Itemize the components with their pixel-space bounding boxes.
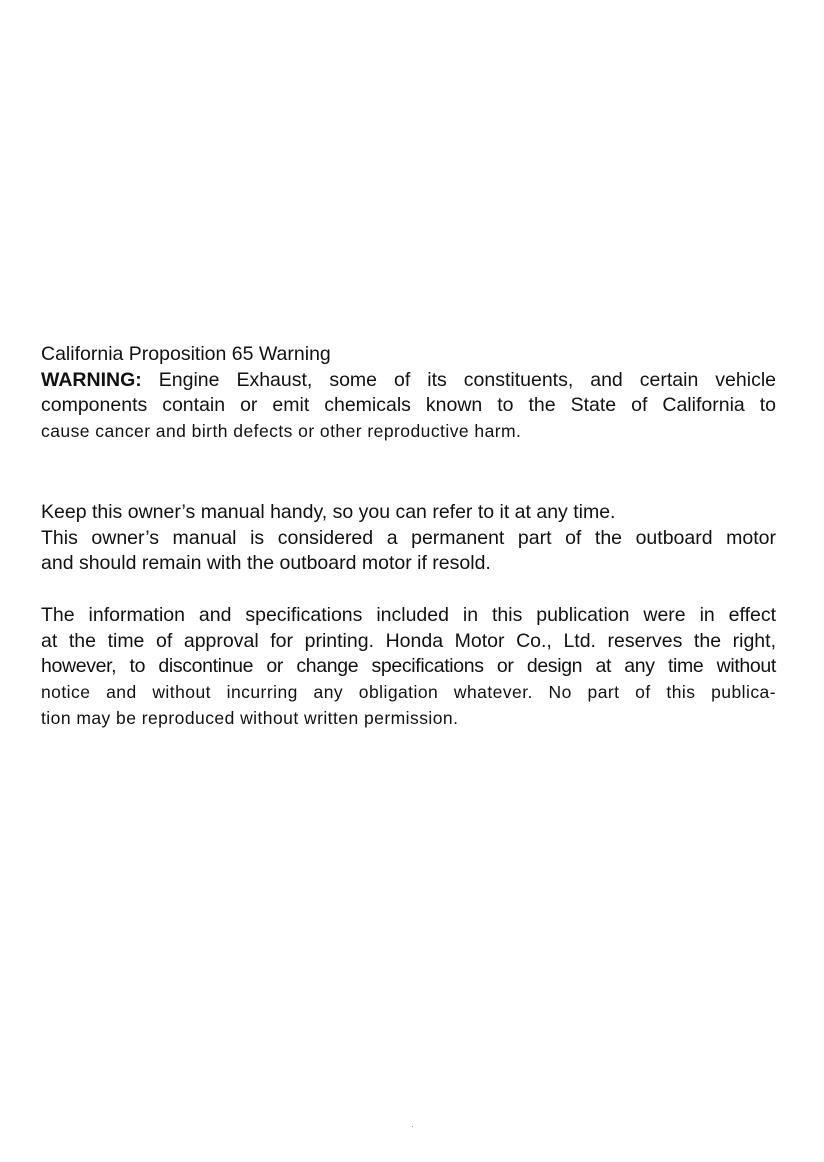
- legal-notice-section: [41, 603, 776, 732]
- legal-notice-line-3: however, to discontinue or change specifications or design at any time without: [41, 655, 776, 678]
- prop65-heading: California Proposition 65 Warning: [41, 343, 331, 365]
- legal-notice-line-2: at the time of approval for printing. Honda Motor Co., Ltd. reserves the right,: [41, 629, 776, 652]
- keep-manual-section: [41, 500, 776, 577]
- keep-manual-line-2: This owner’s manual is considered a permanent part of the outboard motor: [41, 526, 776, 549]
- legal-notice-line-1: The information and specifications included in this publication were in effect: [41, 604, 776, 626]
- keep-manual-line-3: and should remain with the outboard motor if resold.: [41, 552, 491, 575]
- warning-label: WARNING:: [41, 368, 142, 391]
- legal-notice-line-5: tion may be reproduced without written permission.: [41, 707, 459, 728]
- prop65-warning-line-2: components contain or emit chemicals known to the State of California to: [41, 394, 776, 417]
- keep-manual-line-1: Keep this owner’s manual handy, so you can refer to it at any time.: [41, 501, 616, 523]
- prop65-warning-line-1: [41, 368, 776, 394]
- scan-speck: [412, 1126, 413, 1127]
- warning-line-1-text: Engine Exhaust, some of its constituents, and certain vehicle: [141, 368, 776, 391]
- legal-notice-line-4: notice and without incurring any obligation whatever. No part of this publica-: [41, 682, 776, 703]
- prop65-warning-section: [41, 342, 776, 445]
- prop65-warning-line-3: cause cancer and birth defects or other reproductive harm.: [41, 421, 522, 442]
